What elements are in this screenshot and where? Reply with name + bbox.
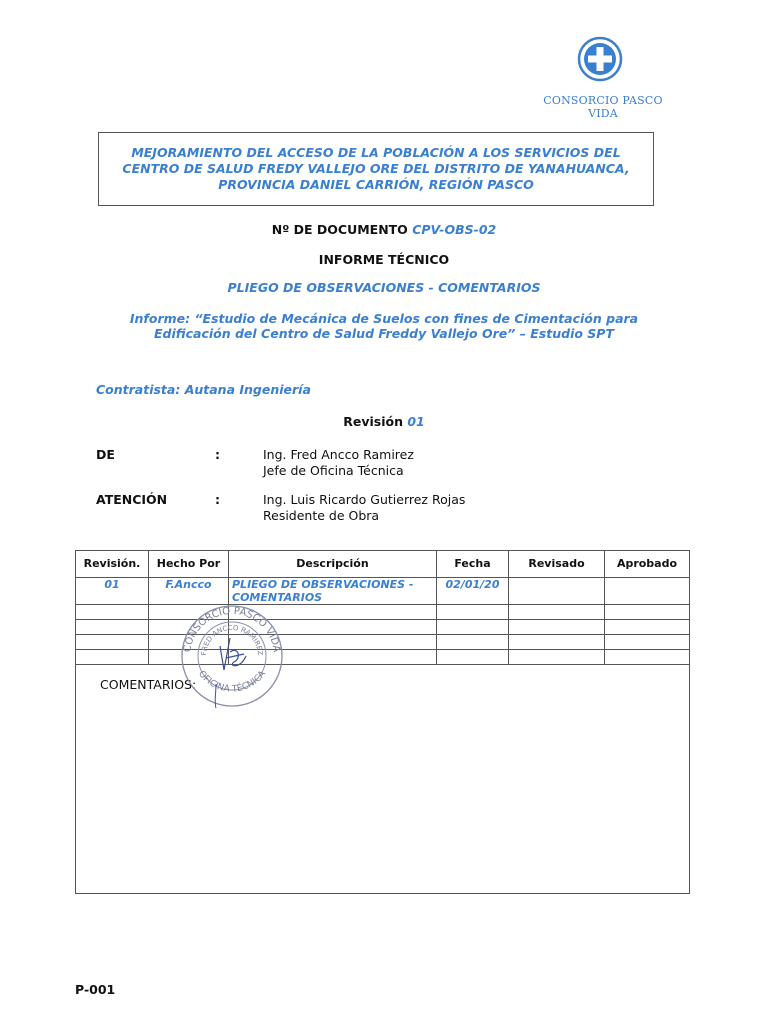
stamp-bottom-text: OFICINA TÉCNICA <box>196 669 268 695</box>
table-header-row <box>76 551 690 578</box>
report-title-line-1: Informe: “Estudio de Mecánica de Suelos con fines de Cimentación para <box>129 311 639 326</box>
attention-role: Residente de Obra <box>263 508 380 523</box>
from-value <box>263 447 414 479</box>
revision-label: Revisión <box>343 414 403 429</box>
stamp-top-text: CONSORCIO PASCO VIDA <box>182 605 282 654</box>
comments-row <box>76 665 690 894</box>
cell-approved <box>605 578 690 605</box>
table-row <box>76 620 690 635</box>
cell-revision: 01 <box>76 578 149 605</box>
comments-label: COMENTARIOS: <box>76 665 690 894</box>
attention-colon: : <box>215 492 220 507</box>
medical-cross-icon <box>577 36 623 82</box>
revision-line <box>0 414 768 429</box>
page-code: P-001 <box>75 982 116 997</box>
report-subject: PLIEGO DE OBSERVACIONES - COMENTARIOS <box>227 280 541 295</box>
revision-value: 01 <box>407 414 425 429</box>
document-number <box>0 222 768 237</box>
attention-label: ATENCIÓN <box>96 492 168 507</box>
from-name: Ing. Fred Ancco Ramirez <box>263 447 414 462</box>
attention-value <box>263 492 465 524</box>
svg-text:OFICINA TÉCNICA <box>196 669 268 695</box>
header-date: Fecha <box>437 551 509 578</box>
stamp-inner-text: FRED ANCCO RAMIREZ <box>199 623 265 656</box>
table-row <box>76 635 690 650</box>
table-row <box>76 578 690 605</box>
from-role: Jefe de Oficina Técnica <box>263 463 404 478</box>
header-revision: Revisión. <box>76 551 149 578</box>
attention-name: Ing. Luis Ricardo Gutierrez Rojas <box>263 492 466 507</box>
project-title-box <box>98 132 654 206</box>
report-title-line-2: Edificación del Centro de Salud Freddy Vallejo Ore” – Estudio SPT <box>154 326 614 341</box>
cell-date: 02/01/20 <box>437 578 509 605</box>
report-type: INFORME TÉCNICO <box>318 252 450 267</box>
header-made-by: Hecho Por <box>149 551 229 578</box>
contractor: Contratista: Autana Ingeniería <box>96 382 311 397</box>
cell-made-by: F.Ancco <box>149 578 229 605</box>
header-approved: Aprobado <box>605 551 690 578</box>
signature-mark <box>220 638 246 670</box>
header-description: Descripción <box>229 551 437 578</box>
project-title: MEJORAMIENTO DEL ACCESO DE LA POBLACIÓN A LOS SERVICIOS DEL CENTRO DE SALUD FREDY VALLEJO ORE DEL DISTRITO DE YANAHUANCA, PROVINCIA DANIEL CARRIÓN, REGIÓN PASCO <box>122 145 630 192</box>
cell-reviewed <box>509 578 605 605</box>
company-logo <box>522 36 682 120</box>
document-number-label: Nº DE DOCUMENTO <box>271 222 408 237</box>
table-row <box>76 650 690 665</box>
table-row <box>76 605 690 620</box>
logo-text: CONSORCIO PASCO VIDA <box>543 94 663 120</box>
header-reviewed: Revisado <box>509 551 605 578</box>
office-stamp <box>172 598 292 708</box>
from-colon: : <box>215 447 220 462</box>
revision-table <box>75 550 690 894</box>
from-label: DE <box>96 447 115 462</box>
document-number-value: CPV-OBS-02 <box>412 222 497 237</box>
cell-description: PLIEGO DE OBSERVACIONES - COMENTARIOS <box>229 578 437 605</box>
